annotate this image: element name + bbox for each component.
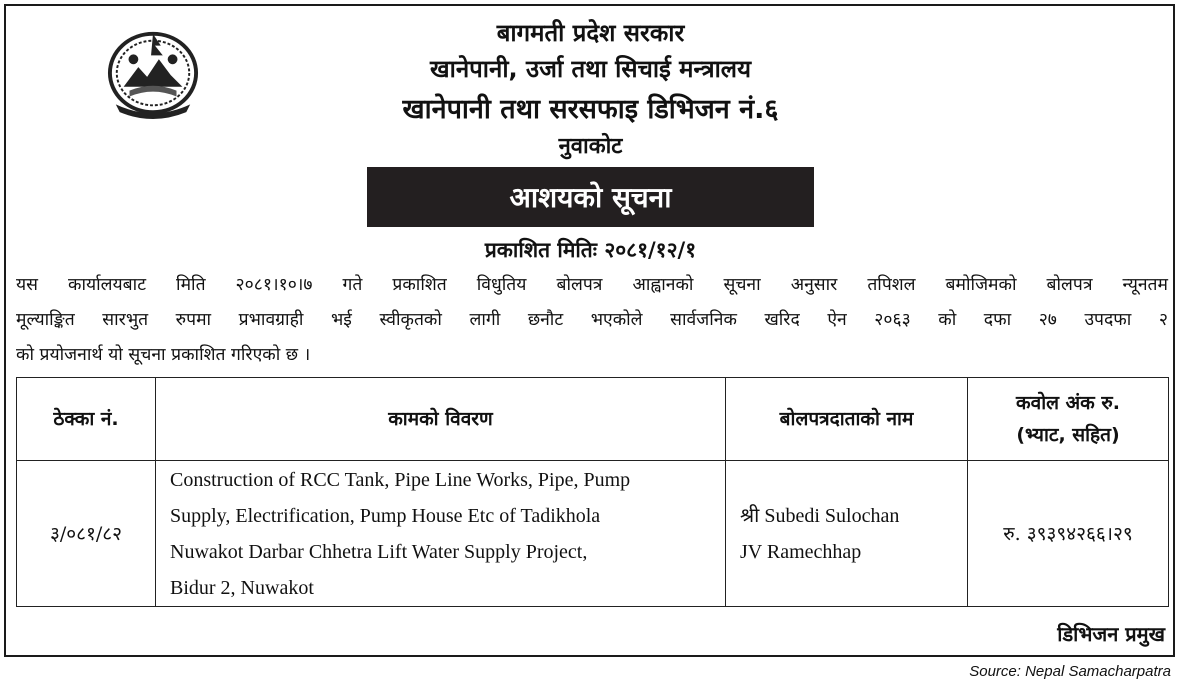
header-bid-amount-line-1: कवोल अंक रु. bbox=[1016, 392, 1120, 414]
notice-banner bbox=[367, 167, 814, 227]
header-bid-amount bbox=[968, 378, 1169, 461]
work-desc-line-1: Construction of RCC Tank, Pipe Line Works, Pipe, Pump bbox=[170, 468, 631, 491]
bidder-line-1: श्री Subedi Sulochan bbox=[740, 504, 900, 527]
district-name: नुवाकोट bbox=[558, 134, 623, 159]
source-credit: Source: Nepal Samacharpatra bbox=[969, 663, 1171, 680]
signature-division-chief: डिभिजन प्रमुख bbox=[1057, 622, 1165, 646]
award-table bbox=[16, 377, 1169, 607]
notice-title: आशयको सूचना bbox=[509, 181, 672, 214]
paragraph-line-1: यस कार्यालयबाट मिति २०८१।१०।७ गते प्रकाशित विधुतिय बोलपत्र आह्वानको सूचना अनुसार तपिशल बमोजिमको बोलपत्र न्यूनतम bbox=[16, 275, 1168, 295]
published-date: प्रकाशित मितिः २०८१/१२/१ bbox=[484, 238, 697, 262]
government-title: बागमती प्रदेश सरकार bbox=[496, 19, 685, 47]
bidder-line-2: JV Ramechhap bbox=[740, 540, 862, 563]
ministry-title: खानेपानी, उर्जा तथा सिचाई मन्त्रालय bbox=[430, 55, 751, 83]
cell-bidder-name bbox=[726, 461, 968, 607]
header-bid-amount-line-2: (भ्याट, सहित) bbox=[1016, 424, 1120, 446]
paragraph-line-3: को प्रयोजनार्थ यो सूचना प्रकाशित गरिएको छ । bbox=[16, 345, 311, 365]
table-header-row bbox=[17, 378, 1169, 461]
work-desc-line-3: Nuwakot Darbar Chhetra Lift Water Supply Project, bbox=[170, 540, 588, 563]
header-work-description: कामको विवरण bbox=[156, 378, 726, 461]
header-contract-no: ठेक्का नं. bbox=[17, 378, 156, 461]
table-row bbox=[17, 461, 1169, 607]
cell-bid-amount: रु. ३९३९४२६६।२९ bbox=[968, 461, 1169, 607]
work-desc-line-4: Bidur 2, Nuwakot bbox=[170, 576, 314, 599]
cell-contract-no: ३/०८१/८२ bbox=[17, 461, 156, 607]
work-desc-line-2: Supply, Electrification, Pump House Etc of Tadikhola bbox=[170, 504, 601, 527]
division-title: खानेपानी तथा सरसफाइ डिभिजन नं.६ bbox=[402, 94, 779, 125]
header-bidder-name: बोलपत्रदाताको नाम bbox=[726, 378, 968, 461]
cell-work-description bbox=[156, 461, 726, 607]
notice-paragraph bbox=[16, 268, 1168, 373]
paragraph-line-2: मूल्याङ्कित सारभुत रुपमा प्रभावग्राही भई स्वीकृतको लागी छनौट भएकोले सार्वजनिक खरिद ऐन २०६३ को दफा २७ उपदफा २ bbox=[16, 310, 1168, 330]
